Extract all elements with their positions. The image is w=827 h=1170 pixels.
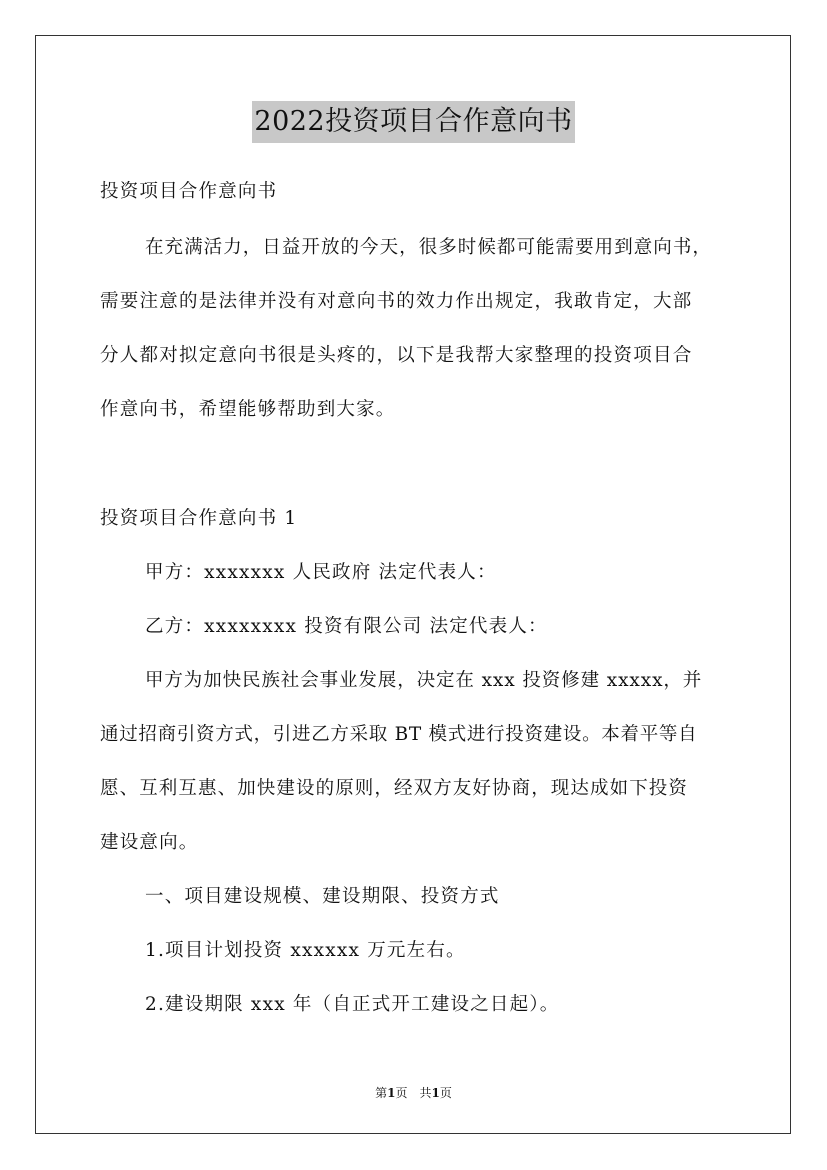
document-subtitle: 投资项目合作意向书 [100,181,278,202]
footer-total-pages: 1 [431,1086,440,1100]
title-container [0,101,827,143]
document-title: 2022投资项目合作意向书 [252,101,574,143]
intro-line-2: 需要注意的是法律并没有对意向书的效力作出规定，我敢肯定，大部 [100,291,693,312]
item-1-line: 1.项目计划投资 xxxxxx 万元左右。 [145,940,466,961]
footer-page-number: 1 [387,1086,396,1100]
intro-line-1: 在充满活力，日益开放的今天，很多时候都可能需要用到意向书， [145,237,712,258]
footer-page-mid: 页 共 [395,1086,432,1100]
intro-line-3: 分人都对拟定意向书很是头疼的，以下是我帮大家整理的投资项目合 [100,345,693,366]
footer-page-suffix: 页 [439,1086,452,1100]
footer-page-prefix: 第 [375,1086,388,1100]
intro-line-4: 作意向书，希望能够帮助到大家。 [100,399,396,420]
item-2-line: 2.建设期限 xxx 年（自正式开工建设之日起）。 [145,994,560,1015]
para-line-1: 甲方为加快民族社会事业发展，决定在 xxx 投资修建 xxxxx，并 [145,670,703,691]
para-line-2: 通过招商引资方式，引进乙方采取 BT 模式进行投资建设。本着平等自 [100,724,698,745]
party-a-line: 甲方：xxxxxxx 人民政府 法定代表人： [145,562,497,583]
para-line-3: 愿、互利互惠、加快建设的原则，经双方友好协商，现达成如下投资 [100,778,689,799]
page-footer [0,1085,827,1101]
subheading-line: 一、项目建设规模、建设期限、投资方式 [145,886,500,907]
party-b-line: 乙方：xxxxxxxx 投资有限公司 法定代表人： [145,616,548,637]
para-line-4: 建设意向。 [100,832,199,853]
section-heading: 投资项目合作意向书 1 [100,508,298,529]
